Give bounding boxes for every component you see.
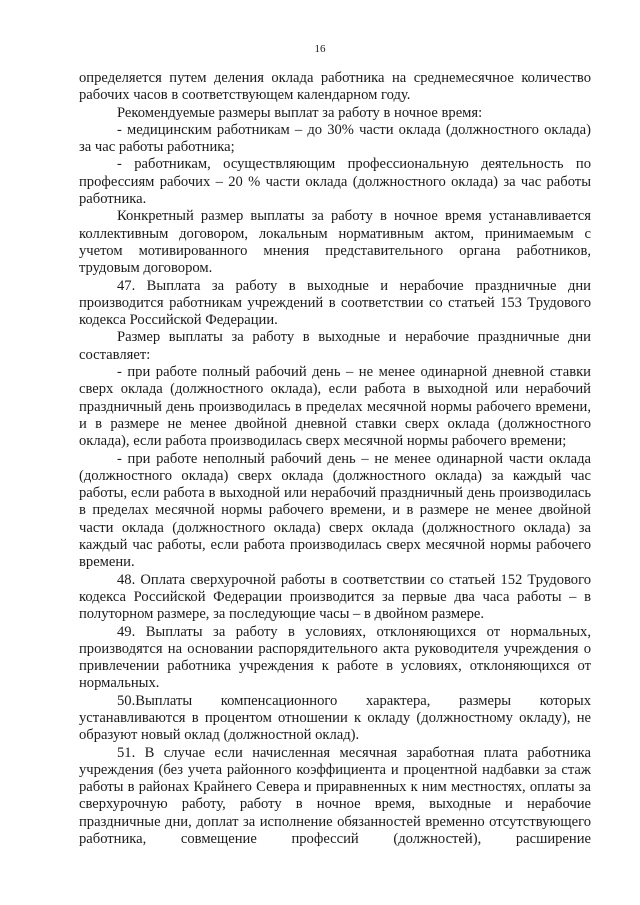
paragraph-night-work-recommended-header: Рекомендуемые размеры выплат за работу в ночное время:: [117, 104, 483, 121]
paragraph-item-51: 51. В случае если начисленная месячная заработная плата работника учреждения (без учета районного коэффициента и процентной надбавки за стаж работы в районах Крайнего Севера и приравненных к ним местностях, оплаты за сверхурочную работу, работу в ночное время, выходные и нерабочие праздничные дни, доплат за исполнение обязанностей временно отсутствующего работника, совмещение профессий (должностей), расширение: [79, 744, 591, 848]
paragraph-weekend-partial-day: - при работе неполный рабочий день – не менее одинарной части оклада (должностного оклада) сверх оклада (должностного оклада) за каждый час работы, если работа в выходной или нерабочий праздничный день производилась в пределах месячной нормы рабочего времени, и в размере не менее двойной части оклада (должностного оклада) сверх оклада (должностного оклада) за каждый час работы, если работа производилась сверх месячной нормы рабочего времени.: [79, 450, 591, 571]
paragraph-weekend-full-day: - при работе полный рабочий день – не менее одинарной дневной ставки сверх оклада (должностного оклада), если работа в выходной или нерабочий праздничный день производилась в пределах месячной нормы рабочего времени, и в размере не менее двойной дневной ставки сверх оклада (должностного оклада), если работа производилась сверх месячной нормы рабочего времени;: [79, 364, 591, 450]
paragraph-night-work-medical: - медицинским работникам – до 30% части оклада (должностного оклада) за час работы работника;: [79, 121, 591, 156]
document-text: [79, 70, 591, 848]
paragraph-night-work-specific-amount: Конкретный размер выплаты за работу в ночное время устанавливается коллективным договором, локальным нормативным актом, принимаемым с учетом мотивированного мнения представительного органа работников, трудовым договором.: [79, 208, 591, 277]
paragraph-item-50: 50.Выплаты компенсационного характера, размеры которых устанавливаются в процентом отношении к окладу (должностному окладу), не образуют новый оклад (должностной оклад).: [79, 692, 591, 744]
paragraph-night-work-rate-calculation: определяется путем деления оклада работника на среднемесячное количество рабочих часов в соответствующем календарном году.: [79, 70, 591, 104]
paragraph-night-work-workers: - работникам, осуществляющим профессиональную деятельность по профессиям рабочих – 20 % части оклада (должностного оклада) за час работы работника.: [79, 156, 591, 208]
paragraph-weekend-pay-header: Размер выплаты за работу в выходные и нерабочие праздничные дни составляет:: [79, 329, 591, 363]
paragraph-item-49: 49. Выплаты за работу в условиях, отклоняющихся от нормальных, производятся на основании распорядительного акта руководителя учреждения о привлечении работника учреждения к работе в условиях, отклоняющихся от нормальных.: [79, 623, 591, 692]
paragraph-item-48: 48. Оплата сверхурочной работы в соответствии со статьей 152 Трудового кодекса Российской Федерации производится за первые два часа работы – в полуторном размере, за последующие часы – в двойном размере.: [79, 571, 591, 623]
page-number: 16: [314, 43, 326, 55]
paragraph-item-47: 47. Выплата за работу в выходные и нерабочие праздничные дни производится работникам учреждений в соответствии со статьей 153 Трудового кодекса Российской Федерации.: [79, 277, 591, 329]
